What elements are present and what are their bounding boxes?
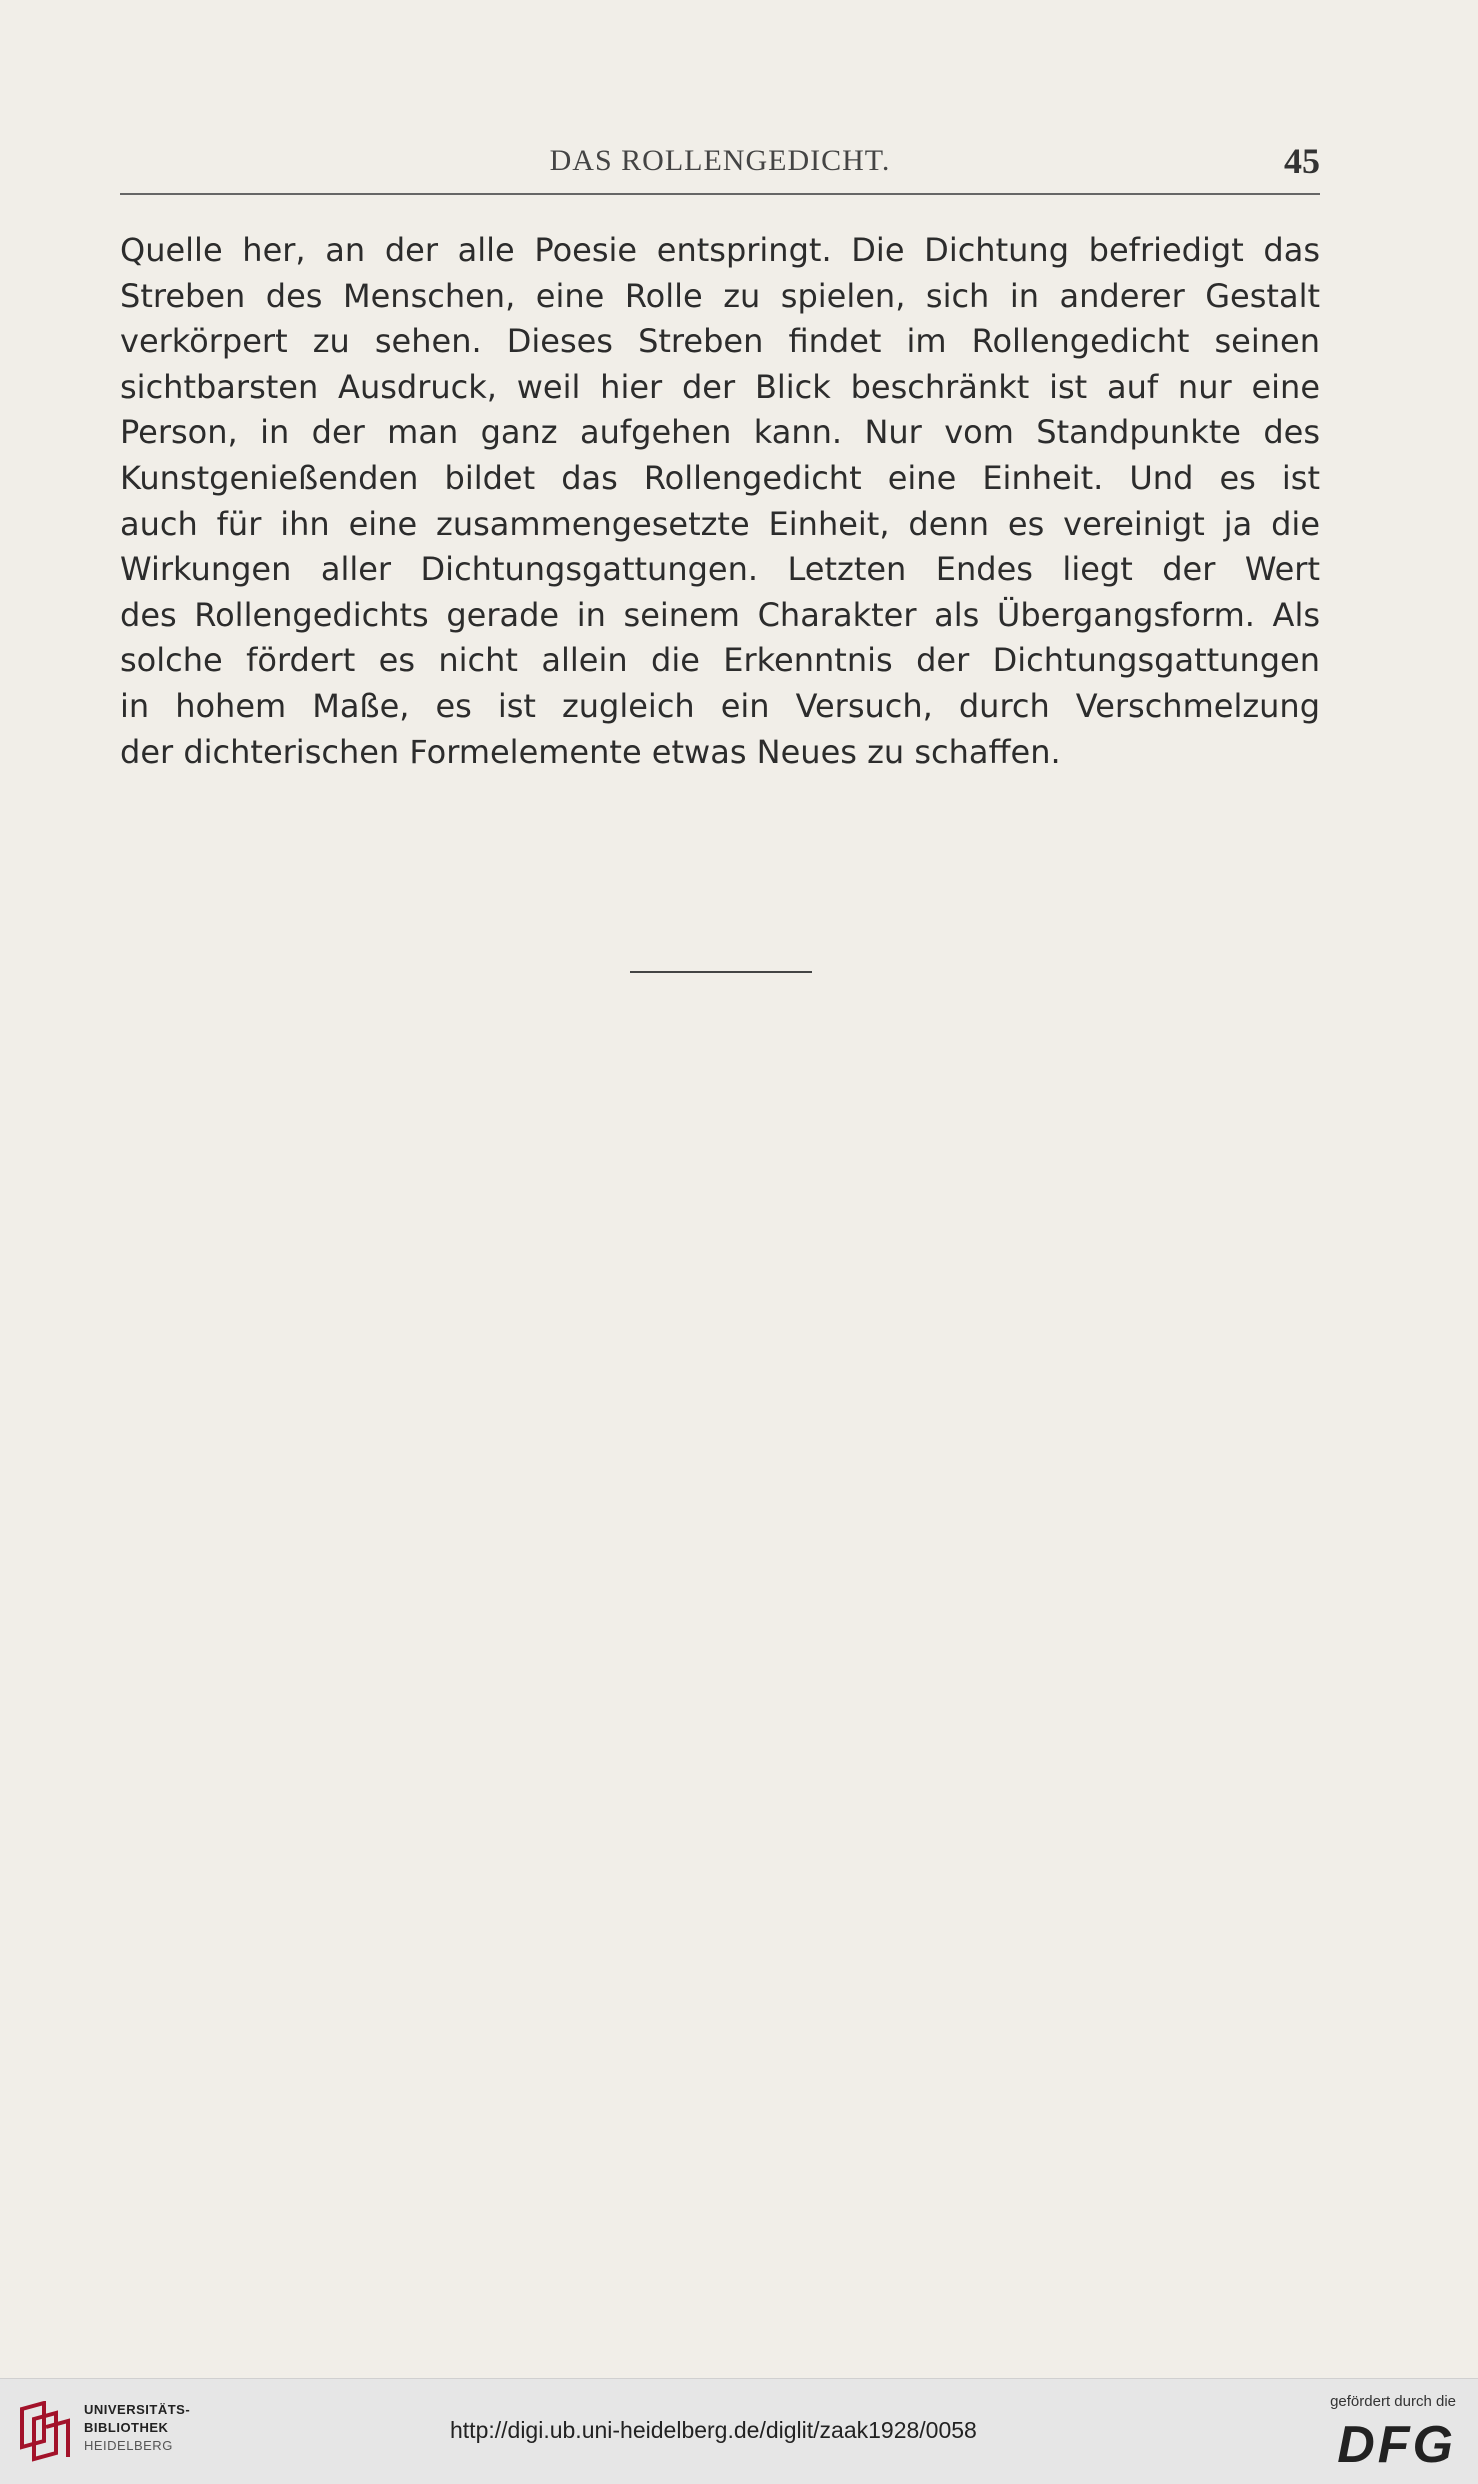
text-line: Person, in der man ganz aufgehen kann. Nur vom Standpunkte des — [120, 413, 1320, 452]
library-name-line: BIBLIOTHEK — [84, 2420, 169, 2435]
body-paragraph — [120, 228, 1320, 775]
text-line: Wirkungen aller Dichtungsgattungen. Letzten Endes liegt der Wert — [120, 550, 1320, 589]
header-rule — [120, 193, 1320, 195]
text-line: in hohem Maße, es ist zugleich ein Versuch, durch Verschmelzung — [120, 686, 1320, 725]
text-line: Quelle her, an der alle Poesie entspringt. Die Dichtung befriedigt das — [120, 231, 1320, 269]
running-head: DAS ROLLENGEDICHT. — [549, 144, 891, 177]
library-name[interactable] — [84, 2401, 190, 2455]
text-line: Streben des Menschen, eine Rolle zu spielen, sich in anderer Gestalt — [120, 276, 1320, 315]
page-header — [120, 140, 1320, 192]
ub-heidelberg-logo-icon[interactable] — [14, 2401, 74, 2463]
library-name-line: HEIDELBERG — [84, 2438, 173, 2453]
text-line: Kunstgenießenden bildet das Rollengedicht eine Einheit. Und es ist — [120, 458, 1320, 497]
text-line: der dichterischen Formelemente etwas Neues zu schaffen. — [120, 732, 1061, 771]
library-name-line: UNIVERSITÄTS- — [84, 2402, 191, 2417]
permalink-url[interactable]: http://digi.ub.uni-heidelberg.de/diglit/zaak1928/0058 — [450, 2417, 977, 2443]
sponsor-label: gefördert durch die — [1330, 2393, 1456, 2410]
text-line: verkörpert zu sehen. Dieses Streben findet im Rollengedicht seinen — [120, 322, 1320, 361]
dfg-logo-icon[interactable]: DFG — [1337, 2416, 1456, 2474]
viewer-footer — [0, 2378, 1478, 2484]
text-line: solche fördert es nicht allein die Erkenntnis der Dichtungsgattungen — [120, 641, 1320, 680]
text-line: des Rollengedichts gerade in seinem Charakter als Übergangsform. Als — [120, 595, 1320, 634]
section-end-rule — [630, 971, 812, 973]
page-number: 45 — [1284, 141, 1320, 181]
text-line: sichtbarsten Ausdruck, weil hier der Blick beschränkt ist auf nur eine — [120, 367, 1320, 406]
text-line: auch für ihn eine zusammengesetzte Einheit, denn es vereinigt ja die — [120, 504, 1320, 543]
